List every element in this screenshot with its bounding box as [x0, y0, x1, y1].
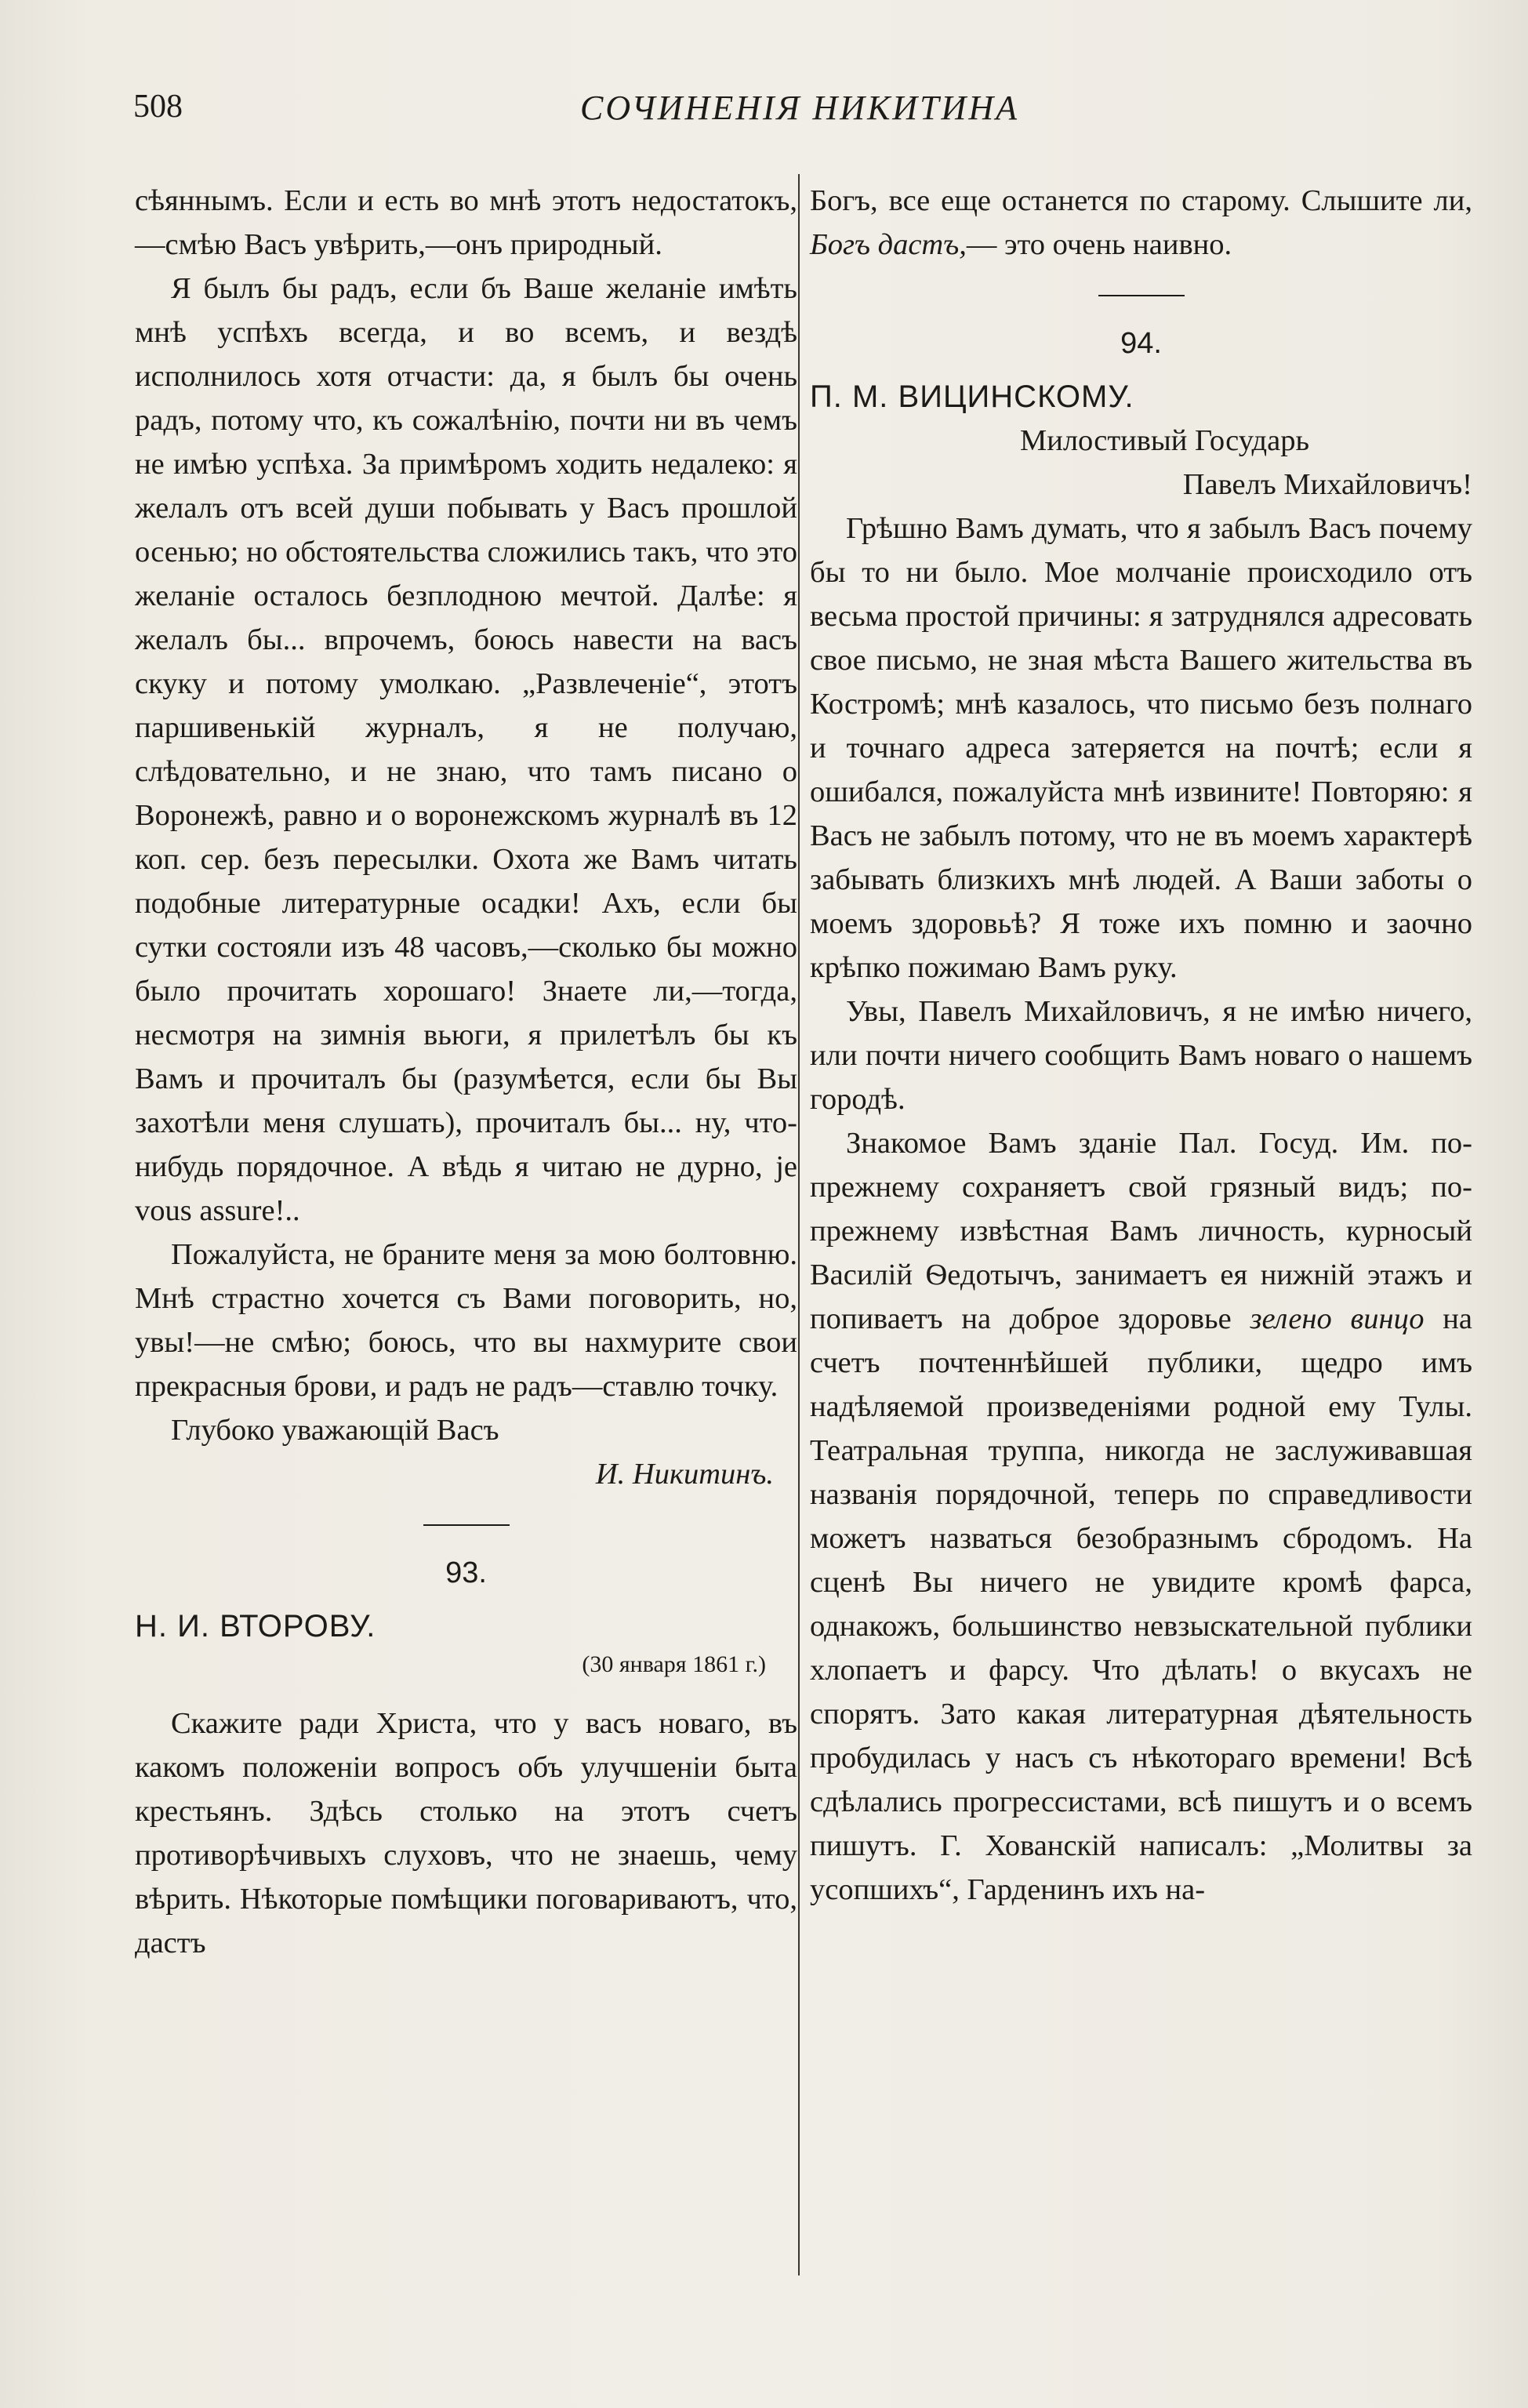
running-title: СОЧИНЕНІЯ НИКИТИНА — [580, 89, 1019, 127]
column-divider — [798, 174, 800, 2275]
italic-run: Богъ дастъ, — [810, 228, 967, 261]
letter-addressee: Н. И. ВТОРОВУ. — [135, 1609, 376, 1643]
letter-number: 94. — [1120, 327, 1162, 360]
text-run: — это очень наивно. — [966, 228, 1232, 261]
paragraph: сѣяннымъ. Если и есть во мнѣ этотъ недостатокъ,—смѣю Васъ увѣрить,—онъ природный. — [135, 184, 797, 261]
paragraph — [810, 1121, 1472, 1912]
paragraph: Скажите ради Христа, что у васъ новаго, въ какомъ положеніи вопросъ объ улучшеніи быта крестьянъ. Здѣсь столько на этотъ счетъ противорѣчивыхъ слуховъ, что не знаешь, чему вѣрить. Нѣкоторые помѣщики поговариваютъ, что, дастъ — [135, 1707, 797, 1959]
paragraph: Я былъ бы радъ, если бъ Ваше желаніе имѣть мнѣ успѣхъ всегда, и во всемъ, и вездѣ исполнилось хотя отчасти: да, я былъ бы очень радъ, потому что, къ сожалѣнію, почти ни въ чемъ не имѣю успѣха. За примѣромъ ходить недалеко: я желалъ отъ всей души побывать у Васъ прошлой осенью; но обстоятельства сложились такъ, что это желаніе осталось безплодною мечтой. Далѣе: я желалъ бы... впрочемъ, боюсь навести на васъ скуку и потому умолкаю. „Развлеченіе“, этотъ паршивенькій журналъ, я не получаю, слѣдовательно, и не знаю, что тамъ писано о Воронежѣ, равно и о воронежскомъ журналѣ въ 12 коп. сер. безъ пересылки. Охота же Вамъ читать подобные литературные осадки! Ахъ, если бы сутки состояли изъ 48 часовъ,—сколько бы можно было прочитать хорошаго! Знаете ли,—тогда, несмотря на зимнія вьюги, я прилетѣлъ бы къ Вамъ и прочиталъ бы (разумѣется, если бы Вы захотѣли меня слушать), прочиталъ бы... ну, что-нибудь порядочное. А вѣдь я читаю не дурно, je vous assure!.. — [135, 272, 797, 1227]
section-rule — [1098, 295, 1185, 296]
paragraph: Грѣшно Вамъ думать, что я забылъ Васъ почему бы то ни было. Мое молчаніе происходило отъ весьма простой причины: я затруднялся адресовать свое письмо, не зная мѣста Вашего жительства въ Костромѣ; мнѣ казалось, что письмо безъ полнаго и точнаго адреса затеряется на почтѣ; если я ошибался, пожалуйста мнѣ извините! Повторяю: я Васъ не забылъ потому, что не въ моемъ характерѣ забывать близкихъ мнѣ людей. А Ваши заботы о моемъ здоровьѣ? Я тоже ихъ помню и заочно крѣпко пожимаю Вамъ руку. — [810, 512, 1472, 984]
paragraph — [810, 179, 1472, 267]
section-rule — [423, 1524, 510, 1526]
page-number: 508 — [133, 89, 183, 125]
right-column — [810, 179, 1472, 1912]
salutation-line: Милостивый Государь — [1019, 424, 1310, 457]
letter-number: 93. — [445, 1556, 487, 1589]
italic-run: зелено винцо — [1250, 1302, 1425, 1335]
salutation-line: Павелъ Михайловичъ! — [1182, 468, 1472, 501]
letter-closing: Глубоко уважающій Васъ — [171, 1414, 499, 1447]
text-run: Знакомое Вамъ зданіе Пал. Госуд. Им. по-прежнему сохраняетъ свой грязный видъ; по-прежнему извѣстная Вамъ личность, курносый Василій Ѳедотычъ, занимаетъ ея нижній этажъ и попиваетъ на доброе здоровье — [810, 1127, 1472, 1335]
page-header — [133, 88, 1466, 135]
signature: И. Никитинъ. — [595, 1458, 774, 1491]
letter-date: (30 января 1861 г.) — [582, 1651, 766, 1677]
left-column — [135, 179, 797, 1965]
text-run: на счетъ почтеннѣйшей публики, щедро имъ надѣляемой произведеніями родной ему Тулы. Театральная труппа, никогда не заслуживавшая названія порядочной, теперь по справедливости можетъ назваться безобразнымъ сбродомъ. На сценѣ Вы ничего не увидите кромѣ фарса, однакожъ, большинство невзыскательной публики хлопаетъ и фарсу. Что дѣлать! о вкусахъ не спорятъ. Зато какая литературная дѣятельность пробудилась у насъ съ нѣкотораго времени! Всѣ сдѣлались прогрессистами, всѣ пишутъ и о всемъ пишутъ. Г. Хованскій написалъ: „Молитвы за усопшихъ“, Гарденинъ ихъ на- — [810, 1302, 1472, 1906]
paragraph: Увы, Павелъ Михайловичъ, я не имѣю ничего, или почти ничего сообщить Вамъ новаго о нашемъ городѣ. — [810, 995, 1472, 1116]
letter-addressee: П. М. ВИЦИНСКОМУ. — [810, 380, 1134, 414]
text-run: Богъ, все еще останется по старому. Слышите ли, — [810, 184, 1472, 217]
paragraph: Пожалуйста, не браните меня за мою болтовню. Мнѣ страстно хочется съ Вами поговорить, но, увы!—не смѣю; боюсь, что вы нахмурите свои прекрасныя брови, и радъ не радъ—ставлю точку. — [135, 1238, 797, 1403]
